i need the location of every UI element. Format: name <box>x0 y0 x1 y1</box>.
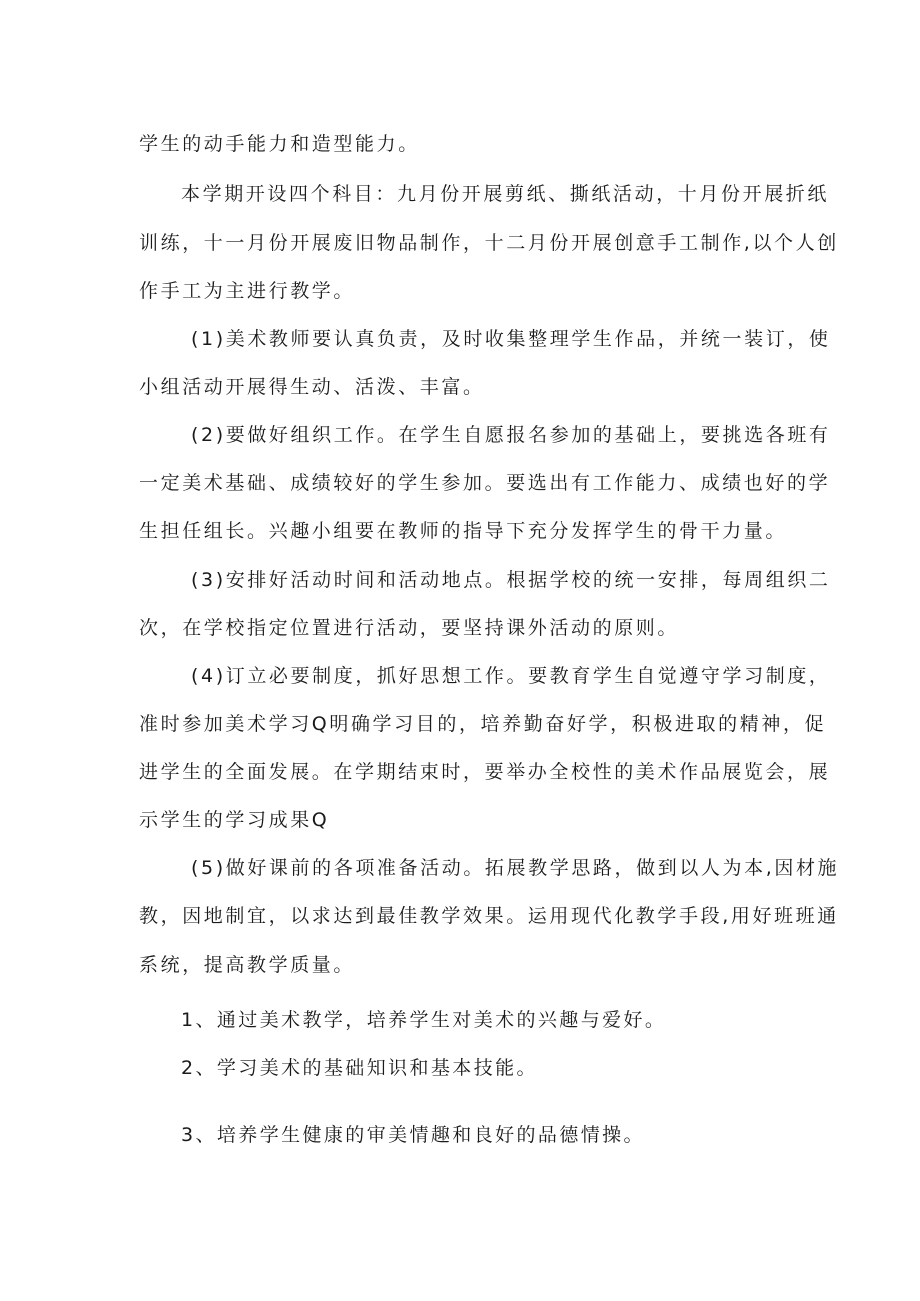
text-line: 次，在学校指定位置进行活动，要坚持课外活动的原则。 <box>139 617 680 639</box>
text-line: 训练，十一月份开展废旧物品制作，十二月份开展创意手工制作,以个人创 <box>139 232 839 254</box>
text-line: (4)订立必要制度，抓好思想工作。要教育学生自觉遵守学习制度， <box>191 665 831 687</box>
list-item: 1、通过美术教学，培养学生对美术的兴趣与爱好。 <box>181 1009 667 1031</box>
list-item: 2、学习美术的基础知识和基本技能。 <box>181 1057 538 1079</box>
text-line: 进学生的全面发展。在学期结束时，要举办全校性的美术作品展览会，展 <box>139 761 831 783</box>
text-line: 小组活动开展得生动、活泼、丰富。 <box>139 376 485 398</box>
list-item: 3、培养学生健康的审美情趣和良好的品德情操。 <box>181 1124 645 1146</box>
text-line: (2)要做好组织工作。在学生自愿报名参加的基础上，要挑选各班有 <box>191 424 831 446</box>
text-line: (1)美术教师要认真负责，及时收集整理学生作品，并统一装订，使 <box>191 328 831 350</box>
text-line: (5)做好课前的各项准备活动。拓展教学思路，做到以人为本,因材施 <box>191 857 840 879</box>
text-line: (3)安排好活动时间和活动地点。根据学校的统一安排，每周组织二 <box>191 569 831 591</box>
text-line: 一定美术基础、成绩较好的学生参加。要选出有工作能力、成绩也好的学 <box>139 472 831 494</box>
text-line: 本学期开设四个科目：九月份开展剪纸、撕纸活动，十月份开展折纸 <box>181 183 830 205</box>
text-line: 学生的动手能力和造型能力。 <box>139 133 420 155</box>
text-line: 系统，提高教学质量。 <box>139 954 356 976</box>
text-line: 示学生的学习成果Q <box>139 809 330 831</box>
text-line: 准时参加美术学习Q明确学习目的，培养勤奋好学，积极进取的精神，促 <box>139 713 827 735</box>
text-line: 生担任组长。兴趣小组要在教师的指导下充分发挥学生的骨干力量。 <box>139 520 788 542</box>
text-line: 教，因地制宜，以求达到最佳教学效果。运用现代化教学手段,用好班班通 <box>139 905 839 927</box>
text-line: 作手工为主进行教学。 <box>139 280 356 302</box>
